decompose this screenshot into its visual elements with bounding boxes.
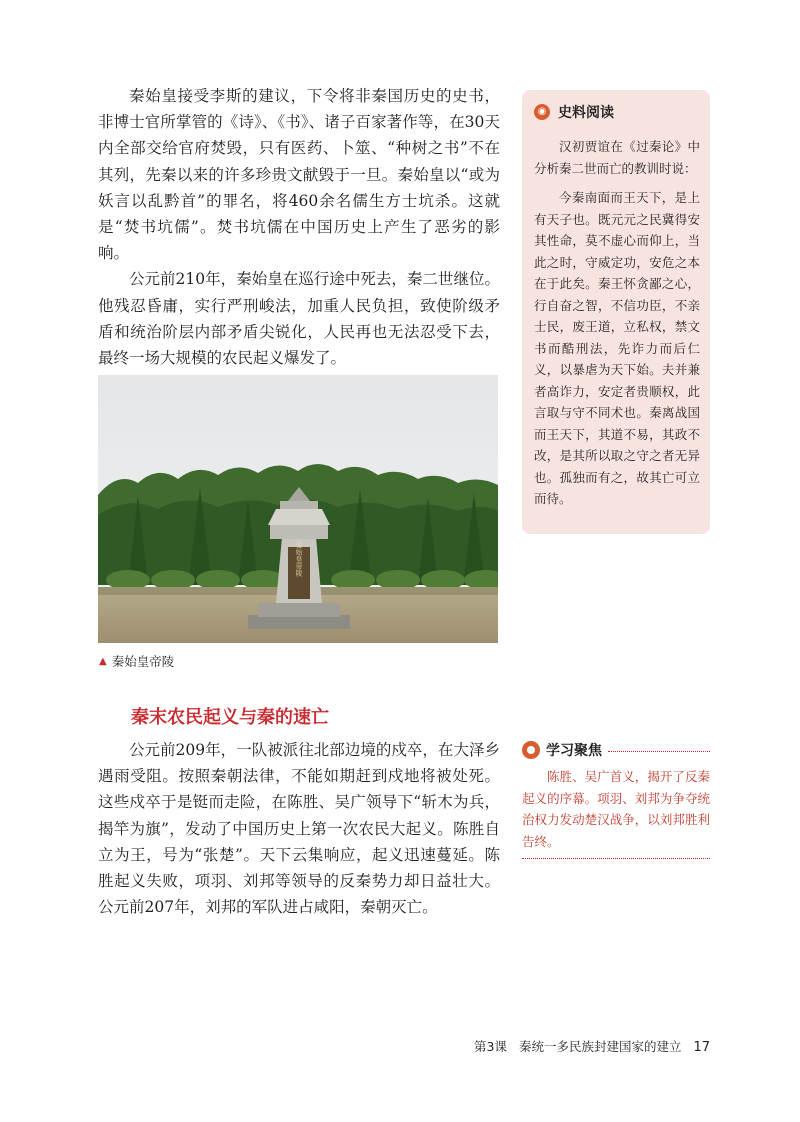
caption-text: 秦始皇帝陵: [111, 654, 175, 669]
focus-divider-bottom: [522, 858, 710, 859]
intro-paragraph-1: 秦始皇接受李斯的建议，下令将非秦国历史的史书，非博士官所掌管的《诗》、《书》、诸子百家著作等，在30天内全部交给官府焚毁，只有医药、卜筮、“种树之书”不在其列，先秦以来的许多珍贵文献毁于一旦。秦始皇以“或为妖言以乱黔首”的罪名，将460余名儒生方士坑杀。这就是“焚书坑儒”。焚书坑儒在中国历史上产生了恶劣的影响。: [98, 87, 500, 263]
intro-text: [98, 83, 500, 371]
section-title: 秦末农民起义与秦的速亡: [131, 707, 329, 728]
caption-triangle-icon: ▲: [99, 655, 107, 667]
lesson-title: 秦统一多民族封建国家的建立: [518, 1039, 682, 1054]
study-focus-box: [522, 740, 710, 859]
monument-inscription: 秦始皇帝陵: [295, 541, 303, 577]
source-reading-intro: 汉初贾谊在《过秦论》中分析秦二世而亡的教训时说：: [534, 139, 700, 176]
book-badge-icon: ◉: [534, 104, 550, 120]
source-reading-box: [522, 90, 710, 534]
mausoleum-photo: [98, 375, 498, 643]
page-number: 17: [693, 1040, 710, 1055]
section-paragraph: 公元前209年，一队被派往北部边境的戍卒，在大泽乡遇雨受阻。按照秦朝法律，不能如期赶到戍地将被处死。这些戍卒于是铤而走险，在陈胜、吴广领导下“斩木为兵，揭竿为旗”，发动了中国历史上第一次农民大起义。陈胜自立为王，号为“张楚”。天下云集响应，起义迅速蔓延。陈胜起义失败，项羽、刘邦等领导的反秦势力却日益壮大。公元前207年，刘邦的军队进占咸阳，秦朝灭亡。: [98, 741, 500, 917]
section-text: [98, 737, 500, 920]
study-focus-header: [522, 740, 710, 760]
focus-divider-top: [608, 751, 710, 752]
lesson-number: 第3课: [473, 1039, 507, 1054]
source-reading-title: 史料阅读: [558, 105, 614, 121]
photo-caption: [99, 652, 174, 670]
page-footer: [474, 1037, 710, 1055]
source-reading-quote: 今秦南面而王天下，是上有天子也。既元元之民冀得安其性命，莫不虚心而仰上，当此之时，守威定功，安危之本在于此矣。秦王怀贪鄙之心，行自奋之智，不信功臣，不亲士民，废王道，立私权，禁文书而酷刑法，先诈力而后仁义，以暴虐为天下始。夫并兼者高诈力，安定者贵顺权，此言取与守不同术也。秦离战国而王天下，其道不易，其政不改，是其所以取之守之者无异也。孤独而有之，故其亡可立而待。: [534, 190, 700, 506]
target-icon: [522, 741, 540, 759]
source-reading-header: [534, 102, 700, 122]
study-focus-title: 学习聚焦: [546, 743, 602, 759]
intro-paragraph-2: 公元前210年，秦始皇在巡行途中死去，秦二世继位。他残忍昏庸，实行严刑峻法，加重人民负担，致使阶级矛盾和统治阶层内部矛盾尖锐化，人民再也无法忍受下去，最终一场大规模的农民起义爆发了。: [98, 270, 500, 368]
study-focus-text: 陈胜、吴广首义，揭开了反秦起义的序幕。项羽、刘邦为争夺统治权力发动楚汉战争，以刘邦胜利告终。: [522, 769, 710, 849]
